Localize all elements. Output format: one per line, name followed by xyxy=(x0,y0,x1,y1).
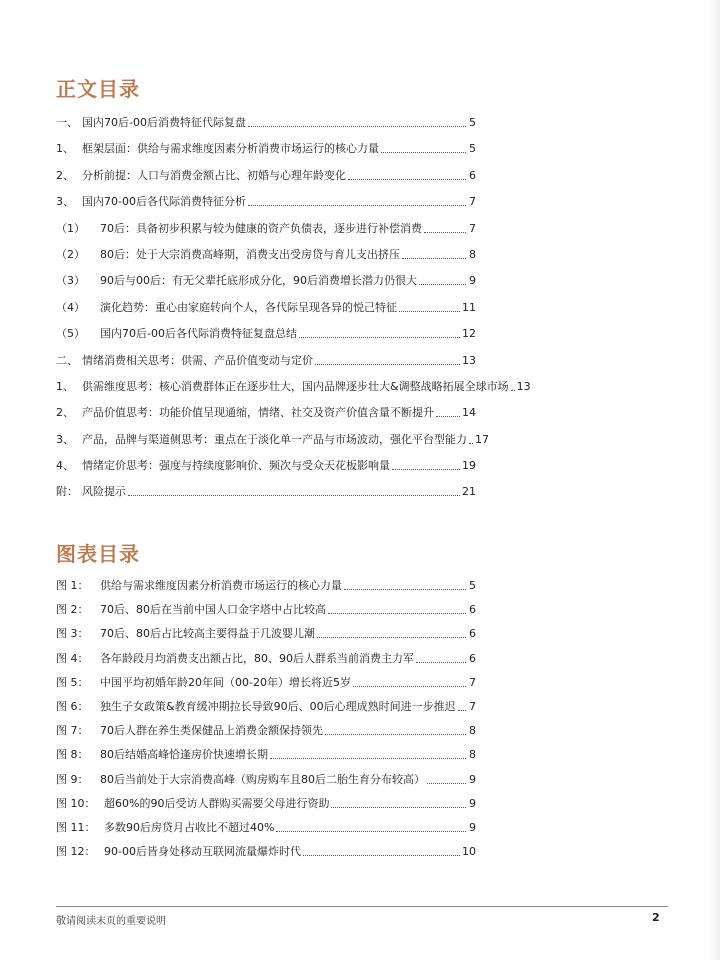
entry-title: 80后结婚高峰恰逢房价快速增长期 xyxy=(100,748,268,762)
dot-leader xyxy=(299,337,460,338)
entry-number: 3、 xyxy=(56,432,74,446)
entry-title: 供给与需求维度因素分析消费市场运行的核心力量 xyxy=(100,579,342,592)
entry-number: （1） xyxy=(56,221,85,235)
entry-page-number: 7 xyxy=(469,699,476,713)
dot-leader xyxy=(315,364,460,365)
dot-leader xyxy=(469,443,473,444)
dot-leader xyxy=(399,311,460,312)
entry-page-number: 8 xyxy=(469,247,476,261)
entry-page-number: 13 xyxy=(516,379,531,393)
toc-entry[interactable] xyxy=(56,379,531,393)
entry-title: 70后、80后在当前中国人口金字塔中占比较高 xyxy=(100,603,326,617)
entry-title: 70后、80后占比较高主要得益于几波婴儿潮 xyxy=(100,627,315,641)
dot-leader xyxy=(402,258,466,259)
entry-title: 情绪定价思考：强度与持续度影响价、频次与受众天花板影响量 xyxy=(82,459,390,473)
dot-leader xyxy=(276,831,466,832)
entry-page-number: 9 xyxy=(469,796,476,810)
entry-page-number: 6 xyxy=(469,627,476,641)
entry-title: 演化趋势：重心由家庭转向个人，各代际呈现各异的悦己特征 xyxy=(100,300,397,314)
entry-page-number: 12 xyxy=(462,327,476,341)
toc-entry[interactable] xyxy=(56,274,476,287)
dot-leader xyxy=(436,416,460,417)
footer-divider xyxy=(56,906,668,907)
entry-page-number: 7 xyxy=(469,221,476,235)
entry-number: （3） xyxy=(56,274,85,288)
entry-page-number: 9 xyxy=(469,772,476,786)
dot-leader xyxy=(419,284,466,285)
dot-leader xyxy=(317,637,466,638)
entry-title: 国内70后-00后消费特征代际复盘 xyxy=(82,116,246,129)
entry-page-number: 5 xyxy=(469,116,476,129)
page-number: 2 xyxy=(652,911,660,924)
dot-leader xyxy=(331,807,466,808)
entry-title: 情绪消费相关思考：供需、产品价值变动与定价 xyxy=(82,353,313,367)
entry-title: 80后：处于大宗消费高峰期，消费支出受房贷与育儿支出挤压 xyxy=(100,247,400,261)
entry-number: 图 4： xyxy=(56,651,89,665)
entry-number: 图 6： xyxy=(56,699,89,713)
entry-page-number: 17 xyxy=(475,432,489,446)
entry-title: 产品价值思考：功能价值呈现通缩，情绪、社交及资产价值含量不断提升 xyxy=(82,406,434,420)
toc-entry[interactable] xyxy=(56,169,476,182)
entry-title: 80后当前处于大宗消费高峰（购房购车且80后二胎生育分布较高） xyxy=(100,772,425,786)
entry-title: 分析前提：人口与消费金额占比、初婚与心理年龄变化 xyxy=(82,168,346,182)
entry-title: 中国平均初婚年龄20年间（00-20年）增长将近5岁 xyxy=(100,675,351,689)
entry-page-number: 13 xyxy=(462,353,476,367)
toc-entry[interactable] xyxy=(56,248,476,261)
entry-page-number: 9 xyxy=(469,274,476,288)
entry-number: 图 10： xyxy=(56,796,96,810)
entry-title: 各年龄段月均消费支出额占比，80、90后人群系当前消费主力军 xyxy=(100,651,414,665)
entry-number: （5） xyxy=(56,327,85,341)
figure-entry[interactable] xyxy=(56,821,476,834)
dot-leader xyxy=(458,710,466,711)
figure-list-heading: 图表目录 xyxy=(56,542,140,566)
dot-leader xyxy=(381,152,466,153)
entry-number: 附： xyxy=(56,485,78,499)
entry-title: 供需维度思考：核心消费群体正在逐步壮大，国内品牌逐步壮大&调整战略拓展全球市场 xyxy=(82,379,509,393)
entry-title: 框架层面：供给与需求维度因素分析消费市场运行的核心力量 xyxy=(82,142,379,156)
entry-title: 70后：具备初步积累与较为健康的资产负债表，逐步进行补偿消费 xyxy=(100,221,422,235)
figure-list xyxy=(56,579,476,869)
entry-page-number: 8 xyxy=(469,748,476,762)
entry-number: 图 11： xyxy=(56,820,96,834)
entry-number: 3、 xyxy=(56,195,74,209)
entry-title: 产品，品牌与渠道侧思考：重点在于淡化单一产品与市场波动，强化平台型能力 xyxy=(82,432,467,446)
entry-number: （4） xyxy=(56,300,85,314)
entry-number: 图 3： xyxy=(56,627,89,641)
entry-page-number: 14 xyxy=(462,406,476,420)
dot-leader xyxy=(328,613,466,614)
toc-heading: 正文目录 xyxy=(56,77,140,101)
entry-page-number: 6 xyxy=(469,651,476,665)
footer-note: 敬请阅读末页的重要说明 xyxy=(56,916,166,927)
toc-list xyxy=(56,116,531,512)
dot-leader xyxy=(128,495,460,496)
entry-page-number: 11 xyxy=(462,300,476,314)
dot-leader xyxy=(353,686,466,687)
figure-entry[interactable] xyxy=(56,797,476,810)
entry-number: 图 12： xyxy=(56,845,96,859)
toc-entry[interactable] xyxy=(56,459,476,472)
entry-number: 图 2： xyxy=(56,603,89,617)
entry-title: 90后与00后：有无父辈托底形成分化，90后消费增长潜力仍很大 xyxy=(100,274,417,288)
toc-entry[interactable] xyxy=(56,354,476,367)
figure-entry[interactable] xyxy=(56,700,476,713)
entry-page-number: 7 xyxy=(469,675,476,689)
figure-entry[interactable] xyxy=(56,652,476,665)
dot-leader xyxy=(325,734,466,735)
entry-title: 独生子女政策&教育缓冲期拉长导致90后、00后心理成熟时间进一步推迟 xyxy=(100,699,456,713)
toc-entry[interactable] xyxy=(56,406,476,419)
figure-entry[interactable] xyxy=(56,676,476,689)
entry-number: 图 1： xyxy=(56,579,89,592)
dot-leader xyxy=(248,126,466,127)
entry-number: 2、 xyxy=(56,406,74,420)
entry-page-number: 5 xyxy=(469,142,476,156)
dot-leader xyxy=(270,758,466,759)
dot-leader xyxy=(392,469,460,470)
entry-number: 图 8： xyxy=(56,748,89,762)
entry-page-number: 5 xyxy=(469,579,476,592)
entry-number: 1、 xyxy=(56,379,74,393)
entry-page-number: 8 xyxy=(469,724,476,738)
figure-entry[interactable] xyxy=(56,724,476,737)
figure-entry[interactable] xyxy=(56,579,476,592)
entry-page-number: 10 xyxy=(462,845,476,859)
entry-title: 国内70后-00后各代际消费特征复盘总结 xyxy=(100,327,297,341)
entry-title: 超60%的90后受访人群购买需要父母进行资助 xyxy=(104,796,330,810)
entry-page-number: 7 xyxy=(469,195,476,209)
entry-page-number: 6 xyxy=(469,168,476,182)
entry-number: 1、 xyxy=(56,142,74,156)
entry-page-number: 6 xyxy=(469,603,476,617)
figure-entry[interactable] xyxy=(56,748,476,761)
entry-page-number: 21 xyxy=(462,485,476,499)
entry-page-number: 19 xyxy=(462,459,476,473)
entry-title: 90-00后皆身处移动互联网流量爆炸时代 xyxy=(104,845,301,859)
entry-number: 4、 xyxy=(56,459,74,473)
figure-entry[interactable] xyxy=(56,603,476,616)
entry-title: 70后人群在养生类保健品上消费金额保持领先 xyxy=(100,724,323,738)
toc-entry[interactable] xyxy=(56,485,476,498)
figure-entry[interactable] xyxy=(56,773,476,786)
entry-page-number: 9 xyxy=(469,820,476,834)
toc-entry[interactable] xyxy=(56,327,476,340)
entry-number: 一、 xyxy=(56,116,78,129)
figure-entry[interactable] xyxy=(56,845,476,858)
entry-number: 2、 xyxy=(56,168,74,182)
entry-number: （2） xyxy=(56,247,85,261)
toc-entry[interactable] xyxy=(56,301,476,314)
dot-leader xyxy=(303,855,460,856)
entry-number: 图 9： xyxy=(56,772,89,786)
entry-number: 图 5： xyxy=(56,675,89,689)
entry-title: 多数90后房贷月占收比不超过40% xyxy=(104,820,275,834)
page-edge-shadow xyxy=(708,0,720,960)
toc-entry[interactable] xyxy=(56,142,476,155)
dot-leader xyxy=(348,179,466,180)
dot-leader xyxy=(248,205,466,206)
figure-entry[interactable] xyxy=(56,627,476,640)
dot-leader xyxy=(344,589,466,590)
dot-leader xyxy=(511,390,515,391)
toc-entry[interactable] xyxy=(56,222,476,235)
entry-number: 二、 xyxy=(56,353,78,367)
entry-number: 图 7： xyxy=(56,724,89,738)
entry-title: 风险提示 xyxy=(82,485,126,499)
toc-entry[interactable] xyxy=(56,116,476,129)
dot-leader xyxy=(416,662,466,663)
dot-leader xyxy=(427,783,466,784)
dot-leader xyxy=(424,232,466,233)
toc-entry[interactable] xyxy=(56,195,476,208)
entry-title: 国内70-00后各代际消费特征分析 xyxy=(82,195,246,209)
toc-entry[interactable] xyxy=(56,432,489,446)
